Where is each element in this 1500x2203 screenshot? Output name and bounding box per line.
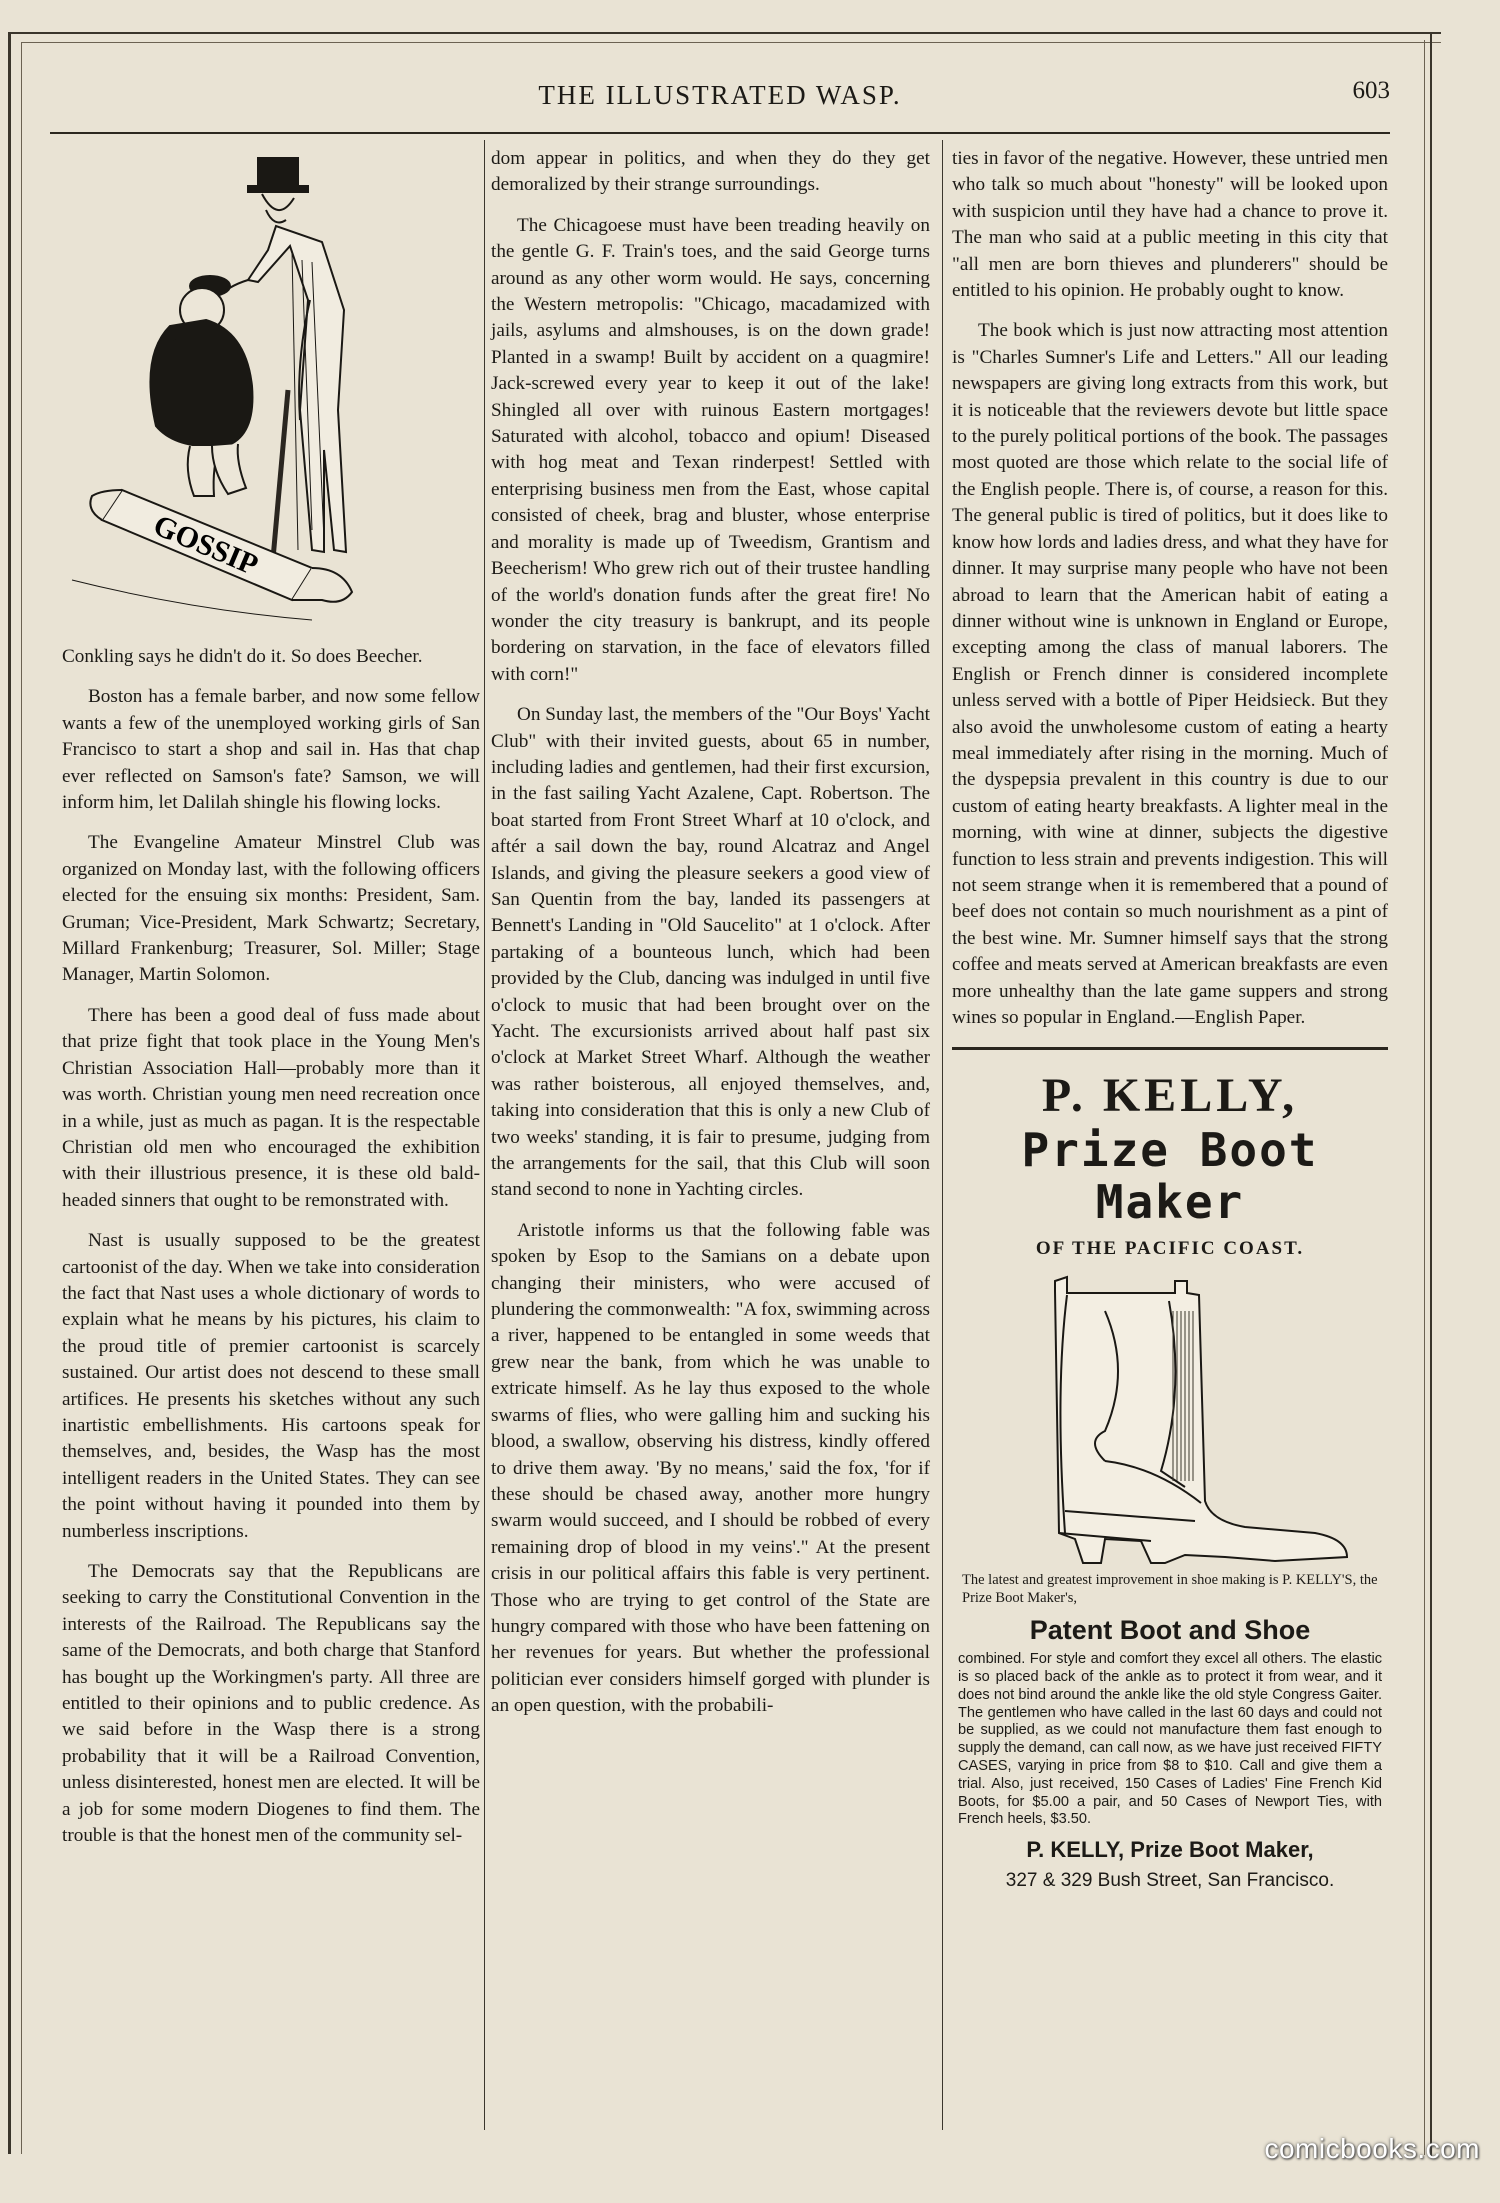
paragraph: The Democrats say that the Republicans are seeking to carry the Constitutional Convention in the interests of the Railroad. The Republicans say the same of the Democrats, and both charge that Stanford has bought up the Workingmen's party. All three are entitled to their opinions and to public credence. As we said before in the Wasp there is a strong probability that it will be a Railroad Convention, unless disinterested, honest men are elected. It will be a job for some modern Diogenes to find them. The trouble is that the honest men of the community sel- xyxy=(62,1561,480,1847)
page-right-border xyxy=(1430,32,1432,2157)
page-title: THE ILLUSTRATED WASP. xyxy=(538,80,902,110)
boot-illustration xyxy=(955,1271,1385,1571)
ad-subhead: OF THE PACIFIC COAST. xyxy=(1035,1238,1305,1260)
paragraph: The Chicagoese must have been treading heavily on the gentle G. F. Train's toes, and the said George turns around as any other worm would. He says, concerning the Western metropolis: "Chicago, macadamized with jails, asylums and almshouses, is on the down grade! Planted in a swamp! Built by accident on a quagmire! Jack-screwed every year to keep it out of the lake! Shingled all over with ruinous Eastern mortgages! Saturated with alcohol, tobacco and opium! Diseased with hog meat and Texan rinderpest! Settled with enterprising business men from the East, whose capital consisted of cheek, brag and bluster, whose enterprise and morality is made up of Tweedism, Grantism and Beecherism! Who grew rich out of their trustee handling of the world's donation funds after the great fire! No wonder the city treasury is bankrupt, and its people bordering on starvation, in the face of elevators filled with corn!" xyxy=(491,214,930,685)
ad-body: combined. For style and comfort they excel all others. The elastic is so placed back of the ankle as to protect it from wear, and it does not bind around the ankle like the old style Congress Gaiter. The gentlemen who have called in the last 60 days and could not be supplied, as we could not manufacture them fast enough to supply the demand, can call now, as we have just received FIFTY CASES, varying in price from $8 to $10. Call and give them a trial. Also, just received, 150 Cases of Ladies' Fine French Kid Boots, for $5.00 a pair, and 50 Cases of Newport Ties, with French heels, $3.50. xyxy=(958,1651,1382,1828)
page-right-border-inner xyxy=(1424,40,1425,2155)
gossip-cartoon xyxy=(62,150,480,636)
column-divider xyxy=(484,140,485,2130)
column-3 xyxy=(952,146,1388,1894)
ad-caption: The latest and greatest improvement in shoe making is P. KELLY'S, the Prize Boot Maker's, xyxy=(962,1571,1378,1606)
watermark: comicbooks.com xyxy=(1264,2133,1480,2164)
paragraph: The Evangeline Amateur Minstrel Club was organized on Monday last, with the following officers elected for the ensuing six months: President, Sam. Gruman; Vice-President, Mark Schwartz; Secretary, Millard Frankenburg; Treasurer, Sol. Miller; Stage Manager, Martin Solomon. xyxy=(62,832,480,986)
ad-footer-name: P. KELLY, Prize Boot Maker, xyxy=(1026,1837,1314,1863)
advertisement-divider xyxy=(952,1047,1388,1050)
ad-product-title: Patent Boot and Shoe xyxy=(1029,1614,1311,1645)
header-rule xyxy=(50,132,1390,134)
paragraph: dom appear in politics, and when they do they get demoralized by their strange surroundings. xyxy=(491,148,930,196)
paragraph: ties in favor of the negative. However, these untried men who talk so much about "honesty" will be looked upon with suspicion until they have had a chance to prove it. The man who said at a public meeting in this city that "all men are born thieves and plunderers" should be entitled to his opinion. He probably ought to know. xyxy=(952,148,1388,302)
paragraph: Conkling says he didn't do it. So does Beecher. xyxy=(62,646,423,667)
paragraph: Nast is usually supposed to be the greatest cartoonist of the day. When we take into consideration the fact that Nast uses a whole dictionary of words to explain what he means by his pictures, his claim to the proud title of premier cartoonist is scarcely sustained. Our artist does not descend to these small artifices. He presents his sketches without any such inartistic embellishments. His cartoons speak for themselves, and, besides, the Wasp has the most intelligent readers in the United States. They can see the point without having it pounded into them by numberless inscriptions. xyxy=(62,1230,480,1542)
page-header xyxy=(40,72,1400,122)
ad-footer-address: 327 & 329 Bush Street, San Francisco. xyxy=(1005,1869,1335,1891)
page-number: 603 xyxy=(1352,77,1390,104)
column-2 xyxy=(491,146,930,1734)
column-divider xyxy=(942,140,943,2130)
advertisement xyxy=(952,1068,1388,1894)
ad-headline: Prize Boot Maker xyxy=(1021,1123,1319,1230)
cartoon-banner-label: GOSSIP xyxy=(148,508,263,582)
paragraph: There has been a good deal of fuss made about that prize fight that took place in the Young Men's Christian Association Hall—probably more than it was worth. Christian young men need recreation once in a while, just as much as pagan. It is the respectable Christian old men who encouraged the exhibition with their illustrious presence, it is these old bald-headed sinners that ought to be remonstrated with. xyxy=(62,1004,480,1211)
ad-name: P. KELLY, xyxy=(1041,1069,1299,1123)
column-1 xyxy=(62,150,480,1863)
paragraph: Boston has a female barber, and now some fellow wants a few of the unemployed working girls of San Francisco to start a shop and sail in. Has that chap ever reflected on Samson's fate? Samson, we will inform him, let Dalilah shingle his flowing locks. xyxy=(62,686,480,814)
paragraph: On Sunday last, the members of the "Our Boys' Yacht Club" with their invited guests, about 65 in number, including ladies and gentlemen, had their first excursion, in the fast sailing Yacht Azalene, Capt. Robertson. The boat started from Front Street Wharf at 10 o'clock, and aftér a sail down the bay, round Alcatraz and Angel Islands, and giving the pleasure seekers a good view of San Quentin from the bay, landed its passengers at Bennett's Landing in "Old Saucelito" at 1 o'clock. After partaking of a bounteous lunch, which had been provided by the Club, dancing was indulged in until five o'clock to music that had been brought over on the Yacht. The excursionists arrived about half past six o'clock at Market Street Wharf. Although the weather was rather boisterous, all enjoyed themselves, and, taking into consideration that this is only a new Club of two weeks' standing, it is fair to presume, judging from the arrangements for the sail, that this Club will soon stand second to none in Yachting circles. xyxy=(491,704,930,1201)
paragraph: Aristotle informs us that the following fable was spoken by Esop to the Samians on a debate upon changing their ministers, who were accused of plundering the commonwealth: "A fox, swimming across a river, happened to be entangled in some weeds that grew near the bank, from which he was unable to extricate himself. As he lay thus exposed to the whole swarms of flies, who were galling him and sucking his blood, a swallow, observing his distress, kindly offered to drive them away. 'By no means,' said the fox, 'for if these should be chased away, another more hungry swarm would succeed, and I should be robbed of every remaining drop of blood in my veins'." At the present crisis in our political affairs this fable is very pertinent. Those who are trying to get control of the State are hungry compared with those who have been fattening on her revenues for years. But whether the professional politician ever considers himself gorged with plunder is an open question, with the probabili- xyxy=(491,1219,930,1717)
paragraph: The book which is just now attracting most attention is "Charles Sumner's Life and Letters." All our leading newspapers are giving long extracts from this work, but it is noticeable that the reviewers devote but little space to the purely political portions of the book. The passages most quoted are those which relate to the social life of the English people. There is, of course, a reason for this. The general public is tired of politics, but it does like to know how lords and ladies dress, and what they have for dinner. It may surprise many people who have not been abroad to learn that the American habit of eating a dinner without wine is unknown in England or Europe, excepting among the class of manual laborers. The English or French dinner is considered incomplete unless served with a bottle of Piper Heidsieck. But they also avoid the unwholesome custom of eating a hearty meal immediately after rising in the morning. Much of the dyspepsia prevalent in this country is due to our custom of eating hearty breakfasts. A lighter meal in the morning, with wine at dinner, subjects the digestive function to less strain and prevents indigestion. This will not seem strange when it is remembered that a pound of beef does not contain so much nourishment as a pint of the best wine. Mr. Sumner himself says that the strong coffee and meats served at American breakfasts are even more unhealthy than the late game suppers and strong wines so popular in England.—English Paper. xyxy=(952,320,1388,1028)
